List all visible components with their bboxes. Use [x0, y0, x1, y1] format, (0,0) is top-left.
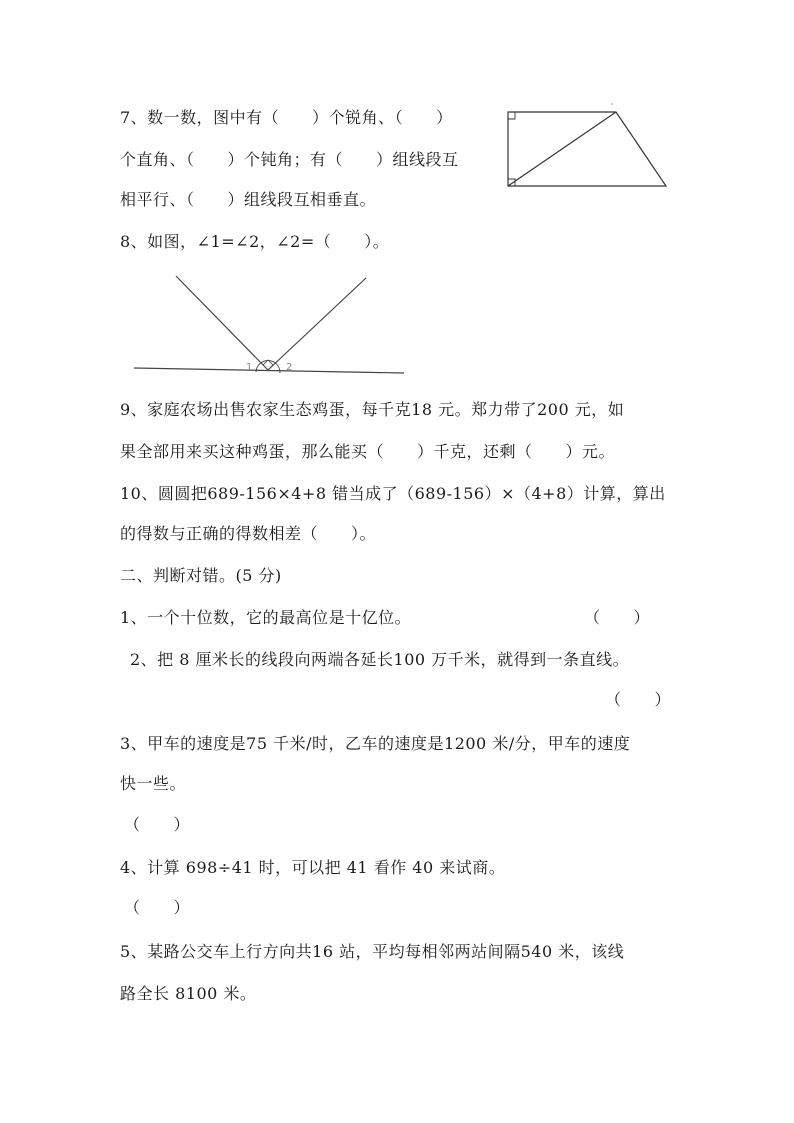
q10-line1: 10、圆圆把689-156×4+8 错当成了（689-156）×（4+8）计算，算出	[120, 484, 666, 503]
right-ray	[268, 278, 366, 370]
angle-figure	[134, 276, 404, 373]
q8-text: 8、如图，∠1=∠2，∠2=（ ）。	[120, 232, 390, 251]
q7-line1: 7、数一数，图中有（ ）个锐角、（ ）	[120, 108, 453, 127]
base-line	[134, 368, 404, 373]
q9-line2: 果全部用来买这种鸡蛋，那么能买（ ）千克，还剩（ ）元。	[120, 442, 616, 461]
judge-item-3-cont: 快一些。	[120, 774, 187, 793]
trapezoid-diagonal	[508, 112, 616, 186]
judge-item-1-bracket[interactable]: （ ）	[584, 608, 651, 627]
judge-item-5-cont: 路全长 8100 米。	[120, 984, 257, 1003]
judge-item-3: 3、甲车的速度是75 千米/时，乙车的速度是1200 米/分，甲车的速度	[120, 734, 631, 753]
judge-item-3-bracket[interactable]: （ ）	[124, 815, 191, 834]
q7-line3: 相平行、（ ）组线段互相垂直。	[120, 190, 377, 209]
judge-item-2-bracket[interactable]: （ ）	[605, 690, 672, 709]
angle-arc	[256, 360, 280, 373]
q9-line1: 9、家庭农场出售农家生态鸡蛋，每千克18 元。郑力带了200 元，如	[120, 400, 625, 419]
right-angle-mark-q8	[263, 360, 273, 370]
judge-item-4: 4、计算 698÷41 时，可以把 41 看作 40 来试商。	[120, 858, 506, 877]
angle-1-label: 1	[246, 362, 253, 373]
q10-line2: 的得数与正确的得数相差（ ）。	[120, 524, 377, 543]
trapezoid-outline	[508, 112, 666, 186]
judge-item-2: 2、把 8 厘米长的线段向两端各延长100 万千米，就得到一条直线。	[130, 650, 630, 669]
q7-line2: 个直角、（ ）个钝角；有（ ）组线段互	[120, 150, 459, 169]
angle-2-label: 2	[286, 362, 293, 373]
judge-item-1: 1、一个十位数，它的最高位是十亿位。	[120, 608, 412, 627]
right-angle-mark-bottom	[508, 179, 515, 186]
right-angle-mark-top	[508, 112, 515, 119]
section2-heading: 二、判断对错。(5 分)	[120, 566, 282, 585]
judge-item-4-bracket[interactable]: （ ）	[124, 898, 191, 917]
left-ray	[176, 276, 268, 370]
judge-item-5: 5、某路公交车上行方向共16 站，平均每相邻两站间隔540 米，该线	[120, 942, 625, 961]
